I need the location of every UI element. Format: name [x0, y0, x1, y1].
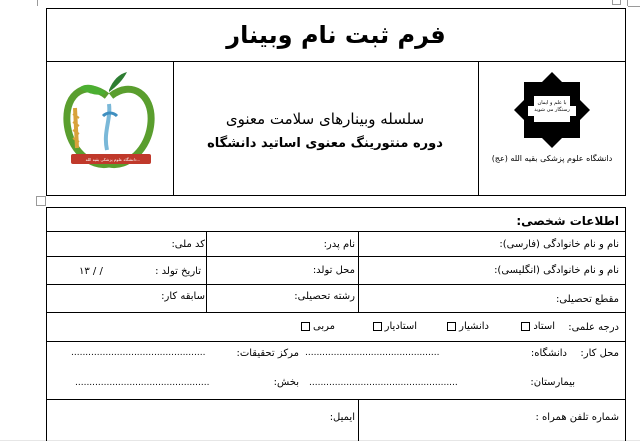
- university-name: دانشگاه علوم پزشکی بقیه الله (عج): [491, 154, 613, 163]
- header-table: [46, 8, 626, 196]
- section-title-row: [47, 208, 625, 232]
- header-center-cell: [173, 62, 477, 195]
- research-center-label: مرکز تحقیقات:: [236, 348, 299, 359]
- rank-option-instructor[interactable]: مربی: [298, 321, 335, 332]
- form-row-2: [47, 257, 625, 285]
- name-fa-label: نام و نام خانوادگی (فارسی):: [499, 239, 619, 250]
- personal-info-table: [46, 207, 626, 441]
- form-row-1: [47, 232, 625, 257]
- corner-mark-right: [628, 6, 640, 7]
- degree-label: مقطع تحصیلی:: [555, 294, 619, 305]
- course-title: دوره منتورینگ معنوی اساتید دانشگاه: [207, 136, 443, 151]
- checkbox: [447, 322, 456, 331]
- hospital-dots[interactable]: ....................................................: [309, 378, 458, 388]
- rank-option-associate[interactable]: دانشیار: [444, 321, 489, 332]
- checkbox: [521, 322, 530, 331]
- checkbox: [301, 322, 310, 331]
- ward-dots[interactable]: ...............................................: [75, 378, 210, 388]
- ward-label: بخش:: [273, 377, 299, 388]
- father-name-label: نام پدر:: [323, 239, 355, 250]
- university-logo-motto: با علم و ایمان رستگار می شوید: [534, 100, 570, 113]
- form-title: فرم ثبت نام وبینار: [226, 21, 446, 49]
- email-label: ایمیل:: [329, 412, 355, 423]
- national-id-label: کد ملی:: [171, 239, 205, 250]
- name-en-label: نام و نام خانوادگی (انگلیسی):: [494, 265, 619, 276]
- field-label: رشته تحصیلی:: [294, 291, 355, 302]
- series-title: سلسله وبینارهای سلامت معنوی: [225, 110, 425, 128]
- corner-mark-top: [37, 0, 38, 6]
- birth-place-label: محل تولد:: [312, 265, 355, 276]
- research-center-dots[interactable]: ...............................................: [71, 348, 206, 358]
- section-title: اطلاعات شخصی:: [516, 214, 619, 228]
- workplace-label: محل کار:: [580, 348, 619, 359]
- form-row-6: [47, 400, 625, 441]
- university-label: دانشگاه:: [530, 348, 567, 359]
- table-handle-top[interactable]: [612, 0, 621, 5]
- birth-date-value[interactable]: / / ۱۳: [79, 266, 103, 277]
- university-logo-cell: [478, 62, 625, 195]
- checkbox: [373, 322, 382, 331]
- experience-label: سابقه کار:: [161, 291, 205, 302]
- rank-label: درجه علمی:: [568, 322, 619, 333]
- left-logo-caption: ...دانشگاه علوم پزشکی بقیه الله: [85, 157, 141, 162]
- rank-option-professor[interactable]: استاد: [518, 321, 555, 332]
- title-row: [47, 9, 625, 62]
- phone-label: شماره تلفن همراه :: [535, 412, 619, 423]
- table-handle[interactable]: [36, 196, 46, 206]
- rank-option-assistant[interactable]: استادیار: [370, 321, 417, 332]
- form-row-3: [47, 285, 625, 313]
- hospital-label: بیمارستان:: [530, 377, 575, 388]
- apple-logo-icon: [47, 70, 173, 180]
- left-logo-cell: [47, 62, 174, 195]
- university-dots[interactable]: ...............................................: [305, 348, 440, 358]
- form-row-5: [47, 342, 625, 400]
- birth-date-label: تاریخ تولد :: [155, 266, 201, 277]
- form-row-4: [47, 313, 625, 342]
